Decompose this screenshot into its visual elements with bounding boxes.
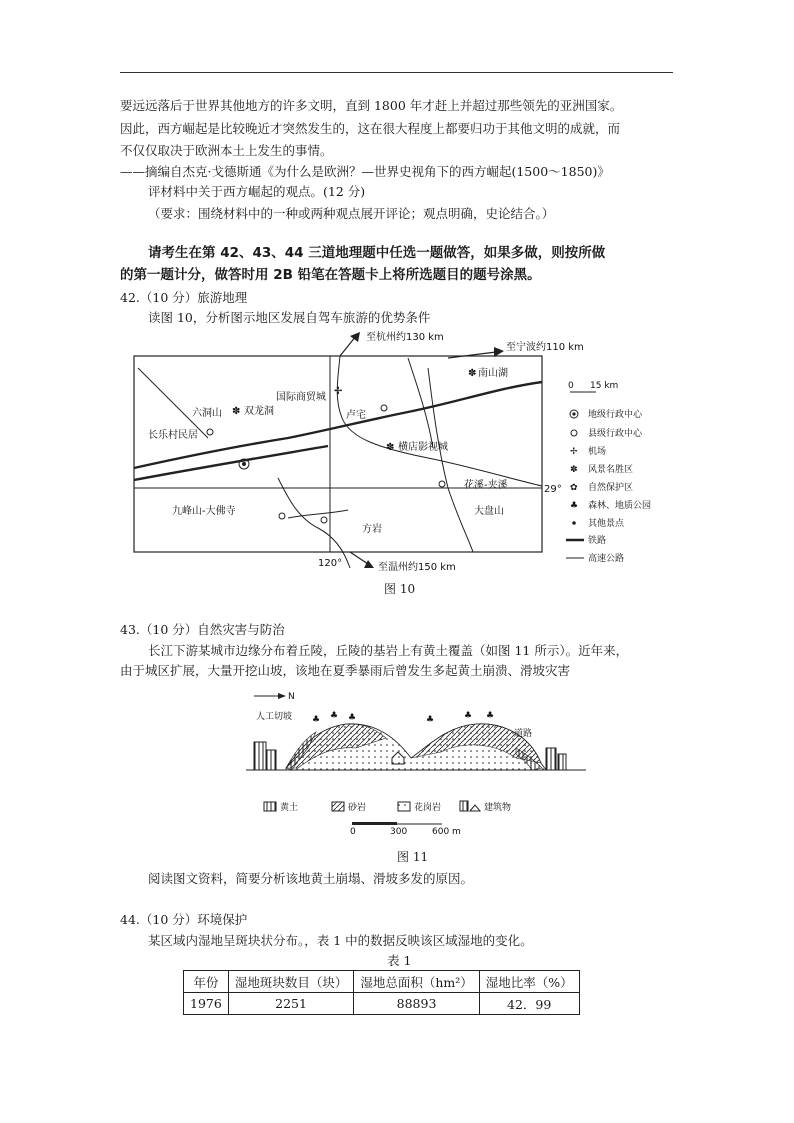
- passage-requirement: （要求：围绕材料中的一种或两种观点展开评论；观点明确，史论结合。）: [148, 206, 555, 221]
- road-label: 道路: [514, 729, 533, 739]
- table-cell: 1976: [184, 993, 229, 1015]
- figure-11-caption: 图 11: [397, 850, 429, 864]
- table-header-cell: 湿地斑块数目（块）: [228, 971, 354, 993]
- nature-reserve-icon: ✽: [468, 368, 477, 379]
- label-huaxi: 花溪-夹溪: [464, 480, 508, 491]
- legend-symbol-park: ♣: [570, 501, 579, 511]
- label-luzhai: 卢宅: [346, 410, 366, 421]
- figure-10-caption: 图 10: [384, 582, 416, 596]
- table-header-row: [184, 971, 580, 993]
- table-1: [183, 970, 580, 1015]
- scenic-icon: ✽: [232, 406, 241, 417]
- legend-item: 风景名胜区: [588, 465, 634, 475]
- arrow-head-hangzhou: [350, 332, 360, 342]
- legend-item: 县级行政中心: [588, 429, 643, 439]
- legend-symbol-county: [571, 430, 577, 436]
- label-dapanshan: 大盘山: [474, 506, 504, 517]
- scale-15: 15 km: [590, 381, 619, 391]
- county-marker-5: [321, 517, 327, 523]
- county-marker-2: [207, 429, 213, 435]
- highway-line-6: [288, 510, 348, 518]
- legend-item: 铁路: [588, 536, 607, 546]
- legend-sandstone: 砂岩: [348, 803, 367, 813]
- building: [266, 750, 276, 770]
- label-nanshanhu: 南山湖: [478, 368, 508, 379]
- table-1-title: 表 1: [387, 953, 412, 968]
- label-to-ningbo: 至宁波约110 km: [506, 342, 584, 353]
- q43-line-2: 由于城区扩展，大量开挖山坡，该地在夏季暴雨后曾发生多起黄土崩溃、滑坡灾害: [120, 663, 571, 678]
- county-marker: [381, 405, 387, 411]
- scale-0: 0: [568, 381, 574, 391]
- q42-header: 42.（10 分）旅游地理: [120, 290, 248, 305]
- legend-building: 建筑物: [484, 803, 512, 813]
- railway-line-2: [134, 446, 328, 480]
- arrow-hangzhou: [340, 336, 356, 356]
- label-lat: 29°: [544, 484, 562, 495]
- instruction-line-1: 请考生在第 42、43、44 三道地理题中任选一题做答，如果多做，则按所做: [148, 245, 606, 261]
- building: [254, 742, 266, 770]
- legend-item: 机场: [588, 447, 607, 457]
- county-marker-3: [439, 481, 445, 487]
- legend-item: 森林、地质公园: [588, 501, 652, 511]
- tree-icon: ♣: [312, 715, 321, 725]
- label-shuanglongdong: 双龙洞: [244, 406, 274, 417]
- legend-loess-swatch: [264, 802, 276, 811]
- label-fangyan: 方岩: [362, 524, 382, 535]
- highway-line-5: [138, 368, 208, 438]
- tree-icon: ♣: [426, 715, 435, 725]
- highway-line-3: [428, 368, 473, 552]
- header-rule: [120, 72, 673, 73]
- passage-line-2: 因此，西方崛起是比较晚近才突然发生的，这在很大程度上都要归功于其他文明的成就，而: [120, 121, 621, 136]
- legend-granite: 花岗岩: [414, 803, 442, 813]
- table-cell: 42．99: [479, 993, 579, 1015]
- highway-line-2: [278, 478, 350, 568]
- table-cell: 2251: [228, 993, 354, 1015]
- north-label: N: [288, 692, 295, 702]
- highway-line-4: [408, 358, 433, 448]
- q42-prompt: 读图 10，分析图示地区发展自驾车旅游的优势条件: [148, 310, 431, 325]
- passage-task: 评材料中关于西方崛起的观点。(12 分): [148, 184, 366, 199]
- airport-icon: ✢: [334, 386, 343, 397]
- building: [558, 754, 566, 770]
- map-legend: [566, 408, 651, 564]
- q44-header: 44.（10 分）环境保护: [120, 912, 248, 927]
- prefecture-city-dot: [242, 462, 246, 466]
- table-header-cell: 湿地总面积（hm²）: [354, 971, 479, 993]
- label-lon: 120°: [318, 558, 343, 569]
- q43-header: 43.（10 分）自然灾害与防治: [120, 622, 285, 637]
- legend-granite-swatch: [398, 802, 410, 811]
- tree-icon: ♣: [348, 713, 357, 723]
- legend-symbol-other: [572, 521, 576, 525]
- passage-line-3: 不仅仅取决于欧洲本土上发生的事情。: [120, 143, 333, 158]
- label-guoji: 国际商贸城: [276, 392, 326, 403]
- table-header-cell: 湿地比率（%）: [479, 971, 579, 993]
- label-changle: 长乐村民居: [148, 430, 198, 441]
- tree-icon: ♣: [464, 711, 473, 721]
- legend-item: 地级行政中心: [588, 410, 643, 420]
- table-row: [184, 993, 580, 1015]
- table-header-cell: 年份: [184, 971, 229, 993]
- figure-10-map: [128, 328, 680, 572]
- legend-sandstone-swatch: [332, 802, 344, 811]
- scenic-icon-2: ✽: [386, 442, 395, 453]
- tree-icon: ♣: [486, 711, 495, 721]
- q43-question: 阅读图文资料，简要分析该地黄土崩塌、滑坡多发的原因。: [148, 871, 474, 886]
- tree-icon: ♣: [330, 711, 339, 721]
- legend-symbol-reserve: ✿: [570, 483, 578, 493]
- arrow-ningbo: [448, 352, 496, 358]
- arrow-wenzhou: [350, 552, 368, 564]
- label-hengdian: 横店影视城: [398, 442, 448, 453]
- label-to-wenzhou: 至温州约150 km: [378, 562, 456, 572]
- cut-slope-label: 人工切坡: [256, 712, 293, 722]
- legend-item: 自然保护区: [588, 483, 634, 493]
- legend-building-swatch: [460, 801, 468, 811]
- legend-item: 其他景点: [588, 519, 625, 529]
- q43-line-1: 长江下游某城市边缘分布着丘陵，丘陵的基岩上有黄土覆盖（如图 11 所示）。近年来，: [148, 643, 629, 658]
- legend-symbol-scenic: ✽: [570, 465, 578, 475]
- instruction-line-2: 的第一题计分，做答时用 2B 铅笔在答题卡上将所选题目的题号涂黑。: [120, 267, 541, 283]
- diagram-scale-600: 600 m: [432, 827, 461, 837]
- label-to-hangzhou: 至杭州约130 km: [366, 332, 444, 343]
- legend-item: 高速公路: [588, 554, 625, 564]
- label-jiufeng: 九峰山-大佛寺: [172, 506, 236, 517]
- q44-line-1: 某区域内湿地呈斑块状分布。，表 1 中的数据反映该区域湿地的变化。: [148, 933, 533, 948]
- passage-source: ——摘编自杰克·戈德斯通《为什么是欧洲？—世界史视角下的西方崛起(1500～1850)》: [120, 164, 610, 179]
- diagram-scale-0: 0: [350, 827, 356, 837]
- table-cell: 88893: [354, 993, 479, 1015]
- county-marker-4: [279, 513, 285, 519]
- diagram-scale-300: 300: [390, 827, 408, 837]
- legend-loess: 黄土: [280, 803, 299, 813]
- figure-11-diagram: [246, 688, 586, 838]
- label-liudongshan: 六洞山: [192, 408, 222, 419]
- legend-symbol-airport: ✢: [570, 447, 578, 457]
- arrow-head-wenzhou: [364, 560, 374, 568]
- building: [546, 748, 556, 770]
- passage-line-1: 要远远落后于世界其他地方的许多文明，直到 1800 年才赶上并超过那些领先的亚洲国家。: [120, 98, 623, 113]
